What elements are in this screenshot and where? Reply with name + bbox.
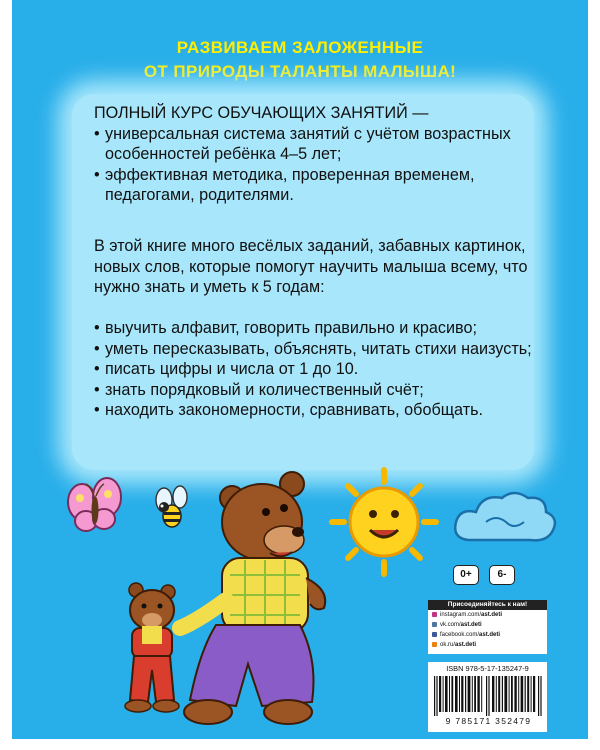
course-item: • универсальная система занятий с учётом возрастных особенностей ребёнка 4–5 лет; xyxy=(94,124,511,164)
odnoklassniki-icon xyxy=(432,642,437,647)
big-bear-illustration xyxy=(180,472,325,724)
vk-icon xyxy=(432,622,437,627)
social-header: Присоединяйтесь к нам! xyxy=(428,600,547,610)
social-links-box xyxy=(428,600,547,654)
social-link-facebook[interactable]: facebook.com/ast.deti xyxy=(428,630,547,640)
course-title: ПОЛНЫЙ КУРС ОБУЧАЮЩИХ ЗАНЯТИЙ — xyxy=(94,104,429,122)
skill-item: • находить закономерности, сравнивать, обобщать. xyxy=(94,401,484,420)
age-rating-badge: 0+ xyxy=(453,565,479,585)
skill-item: • знать порядковый и количественный счёт; xyxy=(94,380,424,399)
skill-item: • писать цифры и числа от 1 до 10. xyxy=(94,360,359,379)
instagram-icon xyxy=(432,612,437,617)
small-bear-illustration xyxy=(125,583,179,712)
social-link-instagram[interactable]: instagram.com/ast.deti xyxy=(428,610,547,620)
social-link-odnoklassniki[interactable]: ok.ru/ast.deti xyxy=(428,640,547,650)
age-category-badge: 6- xyxy=(489,565,515,585)
skill-item: • выучить алфавит, говорить правильно и красиво; xyxy=(94,319,477,337)
sun-illustration xyxy=(332,470,436,574)
isbn-digits: 9 785171 352479 xyxy=(445,716,532,726)
intro-paragraph: В этой книге много весёлых заданий, забавных картинок, новых слов, которые помогут научить малыша всему, что нужно знать и уметь к 5 годам: xyxy=(94,237,528,297)
isbn-label: ISBN 978-5-17-135247-9 xyxy=(446,664,529,673)
social-link-vk[interactable]: vk.com/ast.deti xyxy=(428,620,547,630)
headline-line-1: РАЗВИВАЕМ ЗАЛОЖЕННЫЕ xyxy=(176,38,424,57)
facebook-icon xyxy=(432,632,437,637)
headline-line-2: ОТ ПРИРОДЫ ТАЛАНТЫ МАЛЫША! xyxy=(143,62,457,81)
isbn-barcode-box xyxy=(428,662,547,732)
bee-illustration xyxy=(156,486,187,527)
butterfly-illustration xyxy=(68,478,121,531)
skill-item: • уметь пересказывать, объяснять, читать стихи наизусть; xyxy=(94,339,532,358)
cloud-illustration xyxy=(455,493,555,540)
course-item: • эффективная методика, проверенная временем, педагогами, родителями. xyxy=(94,165,475,205)
barcode-icon xyxy=(434,676,542,716)
